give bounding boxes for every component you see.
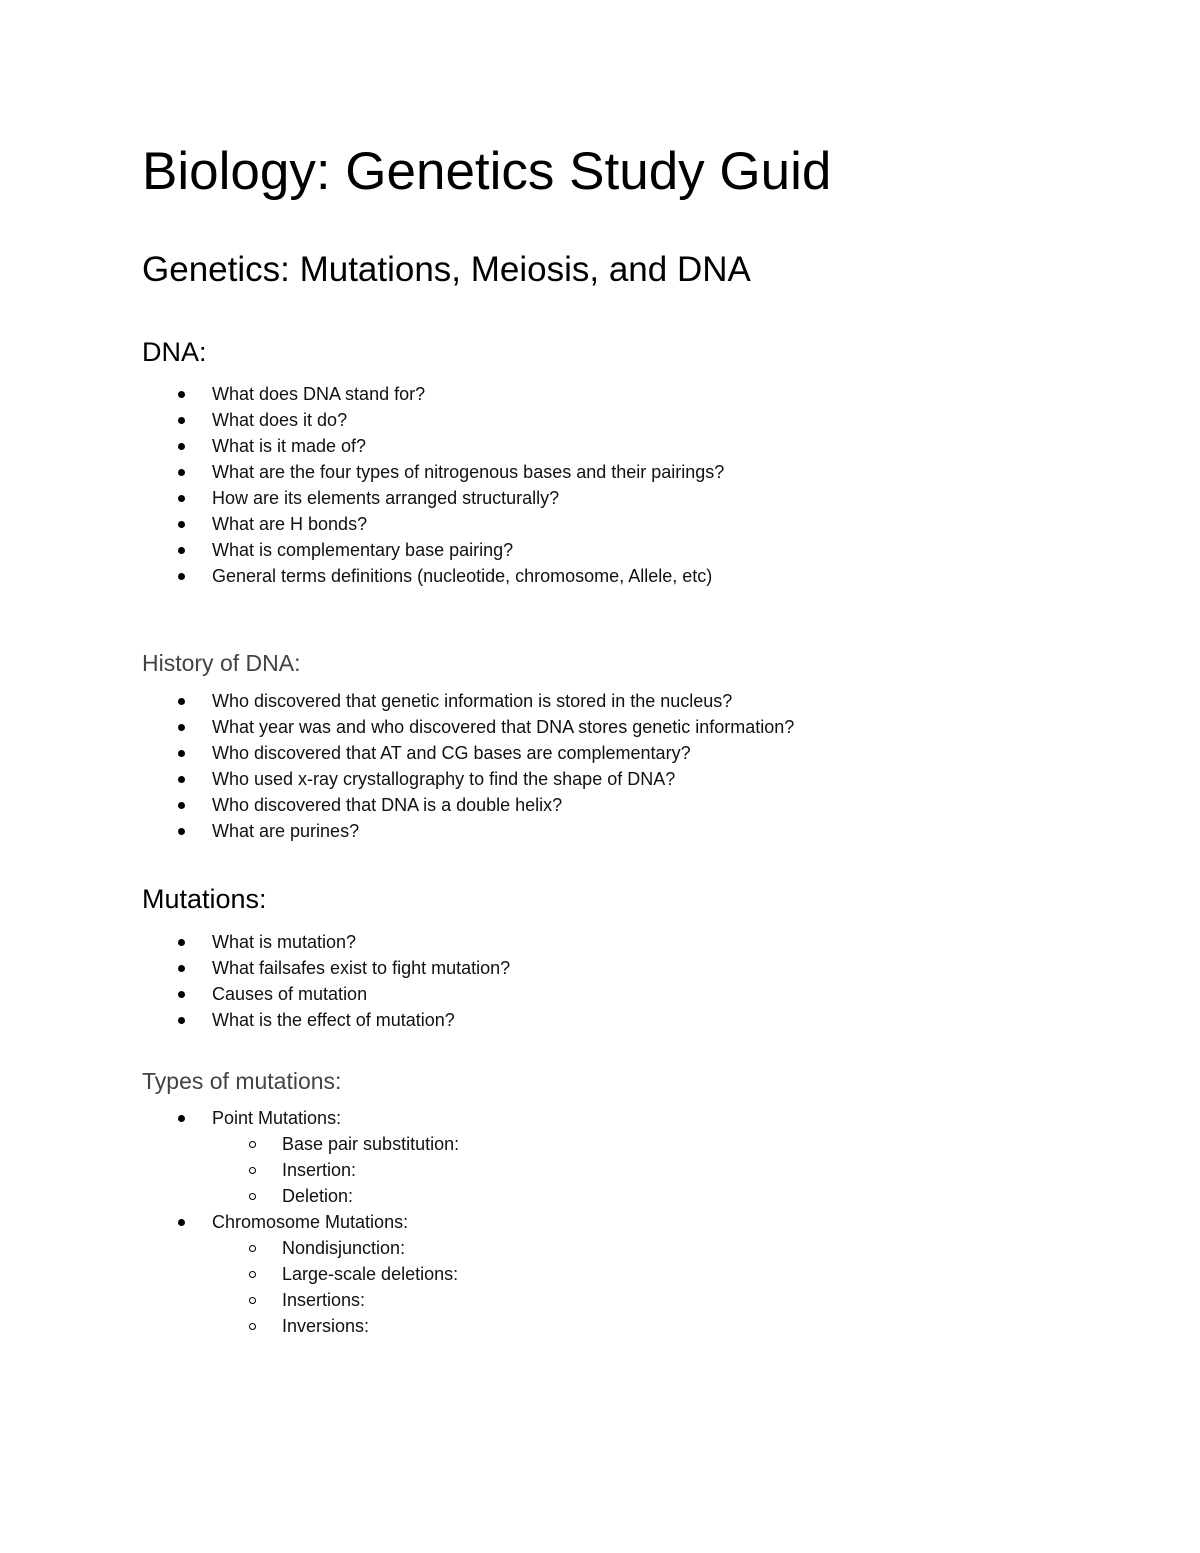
section-heading-types: Types of mutations: <box>142 1068 342 1094</box>
bullet-icon <box>178 391 185 398</box>
bullet-icon <box>178 1219 185 1226</box>
bullet-icon <box>178 939 185 946</box>
bullet-icon <box>178 1115 185 1122</box>
document-subtitle: Genetics: Mutations, Meiosis, and DNA <box>142 250 751 289</box>
hollow-bullet-icon <box>249 1193 256 1200</box>
bullet-icon <box>178 991 185 998</box>
bullet-icon <box>178 573 185 580</box>
bullet-icon <box>178 776 185 783</box>
bullet-icon <box>178 698 185 705</box>
document-title: Biology: Genetics Study Guid <box>142 142 832 201</box>
hollow-bullet-icon <box>249 1167 256 1174</box>
bullet-icon <box>178 724 185 731</box>
section-heading-dna: DNA: <box>142 337 207 367</box>
bullet-icon <box>178 417 185 424</box>
hollow-bullet-icon <box>249 1297 256 1304</box>
section-heading-mutations: Mutations: <box>142 884 267 914</box>
bullet-icon <box>178 828 185 835</box>
bullet-icon <box>178 802 185 809</box>
bullet-icon <box>178 547 185 554</box>
bullet-icon <box>178 521 185 528</box>
hollow-bullet-icon <box>249 1141 256 1148</box>
section-heading-history: History of DNA: <box>142 650 301 676</box>
bullet-icon <box>178 443 185 450</box>
bullet-icon <box>178 750 185 757</box>
bullet-icon <box>178 965 185 972</box>
bullet-icon <box>178 1017 185 1024</box>
document-page: Biology: Genetics Study Guid Genetics: Mutations, Meiosis, and DNA DNA: What does DNA stand for? What does it do? What is it made of? What are the four types of nitrogenous bases and their pairings? How are its elements arranged structurally? What are H bonds? What is complementary base pairing? General terms definitions (nucleotide, chromosome, Allele, etc) History of DNA: Who discovered that genetic information is stored in the nucleus? What year was and who discovered that DNA stores genetic information? Who discovered that AT and CG bases are complementary? Who used x-ray crystallography to find the shape of DNA? Who discovered that DNA is a double helix? What are purines? Mutations: What is mutation? What failsafes exist to fight mutation? Causes of mutation What is the effect of mutation? Types of mutations: Point Mutations: Base pair substitution: Insertion: Deletion: Chromosome Mutations: Nondisjunction: Large-scale deletions: Insertions: Inversions: <box>142 142 832 1336</box>
bullet-icon <box>178 469 185 476</box>
bullet-icon <box>178 495 185 502</box>
hollow-bullet-icon <box>249 1323 256 1330</box>
hollow-bullet-icon <box>249 1245 256 1252</box>
hollow-bullet-icon <box>249 1271 256 1278</box>
